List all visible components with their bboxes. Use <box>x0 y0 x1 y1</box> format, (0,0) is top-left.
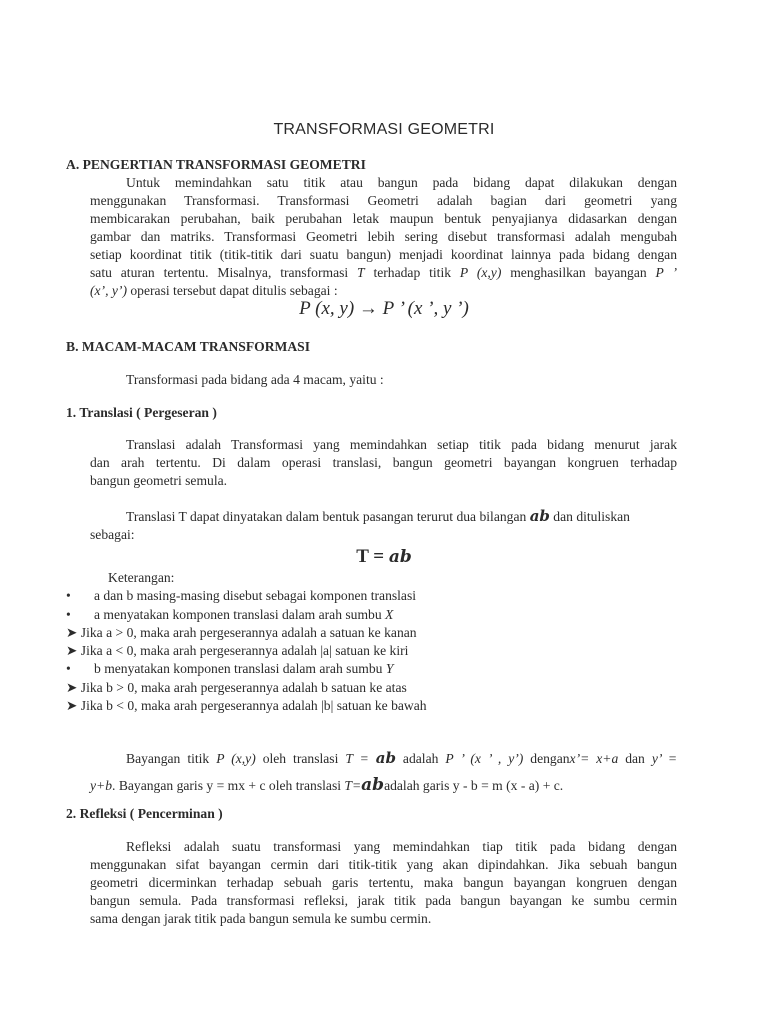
section-b-heading: B. MACAM-MACAM TRANSFORMASI <box>66 339 311 354</box>
para-line: satu aturan tertentu. Misalnya, transformasi T terhadap titik P (x,y) menghasilkan bayangan P ’ <box>90 265 677 280</box>
section-a-heading: A. PENGERTIAN TRANSFORMASI GEOMETRI <box>66 157 366 172</box>
list-item: ➤ Jika a < 0, maka arah pergeserannya adalah |a| satuan ke kiri <box>66 643 409 658</box>
transform-formula: P (x, y) → P ’ (x ’, y ’) <box>299 298 469 319</box>
para-line: (x’, y’) operasi tersebut dapat ditulis sebagai : <box>90 283 338 298</box>
translasi-heading: 1. Translasi ( Pergeseran ) <box>66 405 217 420</box>
bayangan-paragraph <box>90 745 677 799</box>
para-line: sama dengan jarak titik pada bangun semula ke sumbu cermin. <box>90 911 432 926</box>
list-item: ➤ Jika b > 0, maka arah pergeserannya adalah b satuan ke atas <box>66 680 407 695</box>
refleksi-paragraph <box>90 838 677 928</box>
para-line: geometri dicerminkan terhadap sebuah garis tertentu, maka bangun bayangan kongruen dengan <box>90 875 677 890</box>
keterangan-label: Keterangan: <box>108 570 175 585</box>
arrow-bullet-icon: ➤ <box>66 680 78 695</box>
list-item: ➤ Jika b < 0, maka arah pergeserannya adalah |b| satuan ke bawah <box>66 698 427 713</box>
para-line: Bayangan titik P (x,y) oleh translasi T = ab adalah P ’ (x ’ , y’) denganx’= x+a dan y’ = <box>126 749 677 767</box>
bullet-icon: • <box>66 588 71 603</box>
para-line: Refleksi adalah suatu transformasi yang memindahkan tiap titik pada bidang dengan <box>126 839 677 854</box>
para-line: Translasi adalah Transformasi yang memindahkan setiap titik pada bidang menurut jarak <box>126 437 677 452</box>
section-a-paragraph <box>90 174 677 300</box>
para-line: menggunakan Transformasi. Transformasi Geometri adalah bagian dari geometri yang <box>90 193 677 208</box>
translasi-paragraph <box>90 436 677 490</box>
bullet-icon: • <box>66 607 71 622</box>
para-line: bangun geometri semula. <box>90 473 228 488</box>
para-line: Untuk memindahkan satu titik atau bangun pada bidang dapat dilakukan dengan <box>126 175 677 190</box>
para-line: bangun semula. Pada transformasi refleksi, jarak titik pada bangun bayangan ke sumbu cermin <box>90 893 677 908</box>
para-line: dan arah tertentu. Di dalam operasi translasi, bangun geometri bayangan kongruen terhadap <box>90 455 677 470</box>
section-b-intro: Transformasi pada bidang ada 4 macam, yaitu : <box>126 372 384 387</box>
list-item: • b menyatakan komponen translasi dalam arah sumbu Y <box>66 661 394 676</box>
para-line: membicarakan perubahan, baik perubahan letak maupun bentuk penyajianya didasarkan dengan <box>90 211 677 226</box>
bullet-icon: • <box>66 661 71 676</box>
list-item: • a dan b masing-masing disebut sebagai komponen translasi <box>66 588 417 603</box>
para-line: menggunakan sifat bayangan cermin dari titik-titik yang akan dipindahkan. Jika sebuah bangun <box>90 857 677 872</box>
document-title: TRANSFORMASI GEOMETRI <box>273 121 495 138</box>
para-line: gambar dan matriks. Transformasi Geometri lebih sering disebut transformasi adalah mengubah <box>90 229 677 244</box>
translasi-notation-paragraph <box>90 507 677 544</box>
arrow-bullet-icon: ➤ <box>66 625 78 640</box>
para-line: y+b. Bayangan garis y = mx + c oleh translasi T=abadalah garis y - b = m (x - a) + c. <box>90 775 564 795</box>
list-item: • a menyatakan komponen translasi dalam arah sumbu X <box>66 607 394 622</box>
arrow-bullet-icon: ➤ <box>66 643 78 658</box>
para-line: setiap koordinat titik (titik-titik dari suatu bangun) menjadi koordinat lainnya pada bidang dengan <box>90 247 677 262</box>
para-line: Translasi T dapat dinyatakan dalam bentuk pasangan terurut dua bilangan ab dan dituliskan <box>126 507 630 525</box>
translation-equation: T = ab <box>356 546 412 567</box>
list-item: ➤ Jika a > 0, maka arah pergeserannya adalah a satuan ke kanan <box>66 625 417 640</box>
para-line: sebagai: <box>90 527 135 542</box>
arrow-bullet-icon: ➤ <box>66 698 78 713</box>
refleksi-heading: 2. Refleksi ( Pencerminan ) <box>66 806 223 821</box>
